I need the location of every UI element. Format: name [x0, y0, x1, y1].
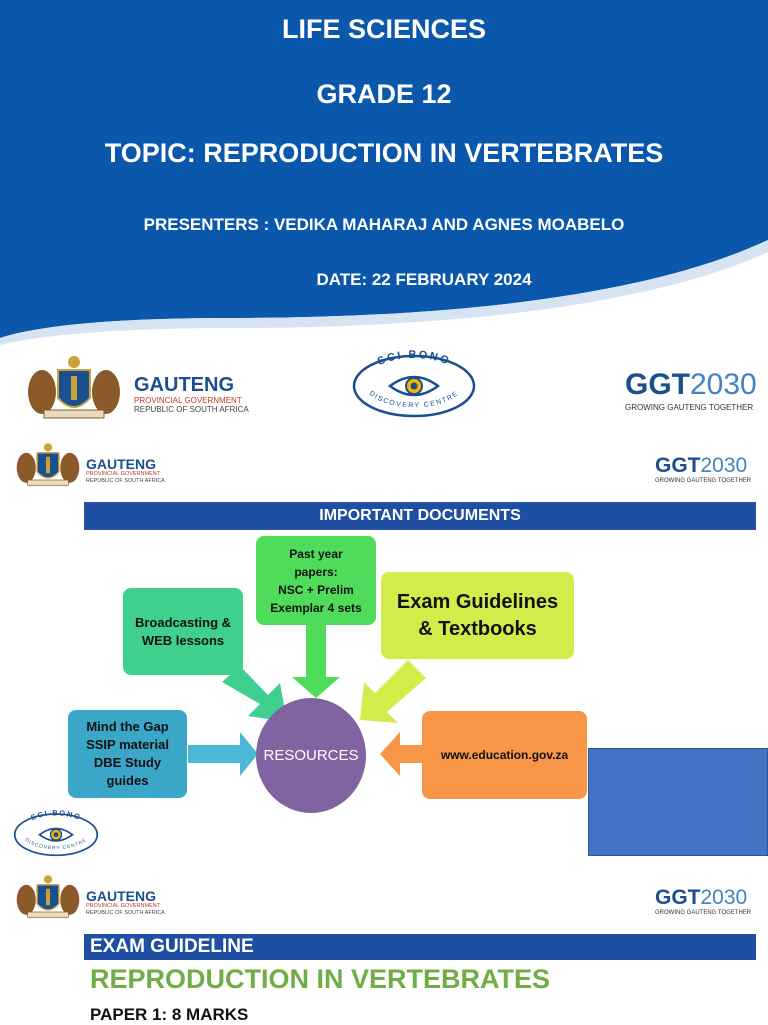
- ggt-part1: GGT: [655, 886, 701, 909]
- ggt-part1: GGT: [625, 368, 690, 401]
- ggt-part2: 2030: [700, 886, 748, 909]
- gauteng-sub2: REPUBLIC OF SOUTH AFRICA: [86, 910, 165, 916]
- eye-icon: [40, 829, 73, 841]
- broadcasting-line1: Broadcasting &: [134, 614, 232, 630]
- gauteng-logo-3: [14, 870, 174, 920]
- slide-title: LIFE SCIENCES: [281, 14, 487, 44]
- topic-title: TOPIC: REPRODUCTION IN VERTEBRATES: [104, 138, 664, 168]
- date-line: DATE: 22 FEBRUARY 2024: [316, 270, 532, 289]
- ggt2030-logo-2: [655, 455, 751, 484]
- ggt-part1: GGT: [655, 454, 701, 477]
- exam-guidelines-line2: & Textbooks: [418, 617, 537, 640]
- gauteng-sub2: REPUBLIC OF SOUTH AFRICA: [86, 478, 165, 484]
- scibono-bottom-text: DISCOVERY CENTRE: [23, 837, 89, 852]
- gauteng-name: GAUTENG: [86, 888, 156, 904]
- ggt-part2: 2030: [690, 368, 757, 401]
- broadcasting-line2: WEB lessons: [141, 632, 225, 648]
- blue-rectangle: [588, 748, 768, 856]
- grade-label: GRADE 12: [316, 79, 452, 109]
- mind-the-gap-line3: DBE Study: [93, 755, 162, 770]
- mind-the-gap-box: [68, 710, 187, 798]
- exam-guidelines-line1: Exam Guidelines: [396, 590, 559, 613]
- ggt-tagline: GROWING GAUTENG TOGETHER: [655, 478, 752, 484]
- gauteng-sub1: PROVINCIAL GOVERNMENT: [86, 903, 161, 909]
- gauteng-logo-2: [14, 438, 174, 488]
- eye-icon: [390, 377, 438, 395]
- coat-of-arms-icon: [24, 350, 124, 420]
- header-background: [0, 0, 768, 345]
- reproduction-title: REPRODUCTION IN VERTEBRATES: [90, 964, 551, 994]
- ggt-part2: 2030: [700, 454, 748, 477]
- gauteng-logo: [24, 350, 249, 420]
- ggt-tagline: GROWING GAUTENG TOGETHER: [625, 403, 754, 412]
- ggt2030-logo-3: [655, 887, 751, 916]
- past-papers-line3: NSC + Prelim: [278, 582, 354, 597]
- gauteng-name: GAUTENG: [86, 456, 156, 472]
- ggt2030-logo: [625, 370, 757, 412]
- mind-the-gap-line4: guides: [106, 773, 149, 788]
- coat-of-arms-icon: [14, 870, 82, 920]
- scibono-logo: [350, 350, 478, 420]
- scibono-logo-2: [12, 808, 100, 860]
- mind-the-gap-line2: SSIP material: [86, 737, 169, 752]
- website-box: [422, 711, 587, 799]
- arrow-left: [380, 732, 422, 776]
- presenters-line: PRESENTERS : VEDIKA MAHARAJ AND AGNES MOABELO: [143, 215, 625, 234]
- arrow-diag-right: [360, 660, 426, 723]
- past-papers-line4: Exemplar 4 sets: [270, 600, 362, 615]
- gauteng-sub2: REPUBLIC OF SOUTH AFRICA: [134, 405, 249, 414]
- coat-of-arms-icon: [14, 438, 82, 488]
- resources-circle: RESOURCES: [256, 698, 366, 813]
- svg-text:SCI-BONO: [29, 808, 82, 822]
- arrow-right: [188, 732, 258, 776]
- mind-the-gap-line1: Mind the Gap: [86, 719, 169, 734]
- important-documents-banner: IMPORTANT DOCUMENTS: [84, 502, 756, 530]
- scibono-top-text: SCI-BONO: [375, 350, 453, 368]
- scibono-bottom-text: DISCOVERY CENTRE: [367, 389, 461, 410]
- arrow-down: [292, 625, 340, 698]
- past-papers-box: [256, 536, 376, 625]
- exam-guideline-banner: EXAM GUIDELINE: [84, 934, 756, 960]
- past-papers-line2: papers:: [294, 564, 338, 579]
- past-papers-line1: Past year: [289, 546, 343, 561]
- ggt-tagline: GROWING GAUTENG TOGETHER: [655, 910, 752, 916]
- paper-marks: PAPER 1: 8 MARKS: [90, 1005, 249, 1024]
- gauteng-name: GAUTENG: [134, 374, 234, 396]
- gauteng-sub1: PROVINCIAL GOVERNMENT: [86, 471, 161, 477]
- exam-guidelines-box: [381, 572, 574, 659]
- website-link[interactable]: www.education.gov.za: [440, 748, 569, 762]
- scibono-top-text: SCI-BONO: [29, 808, 83, 823]
- broadcasting-box: [123, 588, 243, 675]
- gauteng-sub1: PROVINCIAL GOVERNMENT: [134, 396, 242, 405]
